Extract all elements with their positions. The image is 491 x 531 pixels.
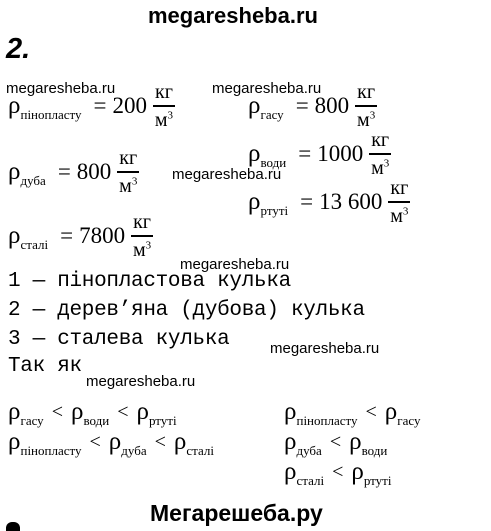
rho-symbol: ρ xyxy=(70,398,84,425)
watermark: megaresheba.ru xyxy=(180,256,290,273)
formula-kerosene xyxy=(248,82,377,130)
unit-numerator: кг xyxy=(119,147,138,169)
unit-numerator: кг xyxy=(357,81,376,103)
relation-densities-solids xyxy=(8,428,214,456)
equals-sign: = xyxy=(298,141,312,166)
watermark: megaresheba.ru xyxy=(172,166,282,183)
subscript: гасу xyxy=(20,413,44,428)
subscript: ртуті xyxy=(260,203,289,218)
subscript: пінопласту xyxy=(20,443,82,458)
unit-numerator: кг xyxy=(390,177,409,199)
relation-foam-kerosene xyxy=(284,398,420,426)
value: 800 xyxy=(76,159,112,184)
unit-denominator: $м^3$ xyxy=(390,205,409,227)
formula-steel xyxy=(8,212,153,260)
subscript: дуба xyxy=(296,443,322,458)
subscript: гасу xyxy=(397,413,421,428)
subscript: сталі xyxy=(296,473,325,488)
formula-mercury xyxy=(248,178,410,226)
rho-symbol: ρ xyxy=(8,428,21,455)
subscript: сталі xyxy=(20,237,49,252)
rho-symbol: ρ xyxy=(284,428,297,455)
subscript: гасу xyxy=(260,107,284,122)
subscript: дуба xyxy=(121,443,147,458)
rho-symbol: ρ xyxy=(8,222,21,249)
rho-symbol: ρ xyxy=(248,140,261,167)
equals-sign: = xyxy=(300,189,314,214)
value: 1000 xyxy=(317,141,364,166)
value: 7800 xyxy=(79,223,126,248)
rho-symbol: ρ xyxy=(248,188,261,215)
since-text: Так як xyxy=(8,355,82,378)
unit-fraction xyxy=(131,212,153,260)
less-than-sign: < xyxy=(332,460,344,483)
rho-symbol: ρ xyxy=(136,398,149,425)
relation-densities-liquids xyxy=(8,398,177,426)
rho-symbol: ρ xyxy=(284,398,297,425)
unit-denominator: $м^3$ xyxy=(154,109,174,131)
subscript: води xyxy=(361,443,388,458)
rho-symbol: ρ xyxy=(248,92,261,119)
equals-sign: = xyxy=(93,93,107,118)
watermark: megaresheba.ru xyxy=(212,80,322,97)
watermark: megaresheba.ru xyxy=(86,373,196,390)
less-than-sign: < xyxy=(365,400,377,423)
rho-symbol: ρ xyxy=(351,458,364,485)
unit-denominator: $м^3$ xyxy=(357,109,376,131)
unit-numerator: кг xyxy=(371,129,390,151)
unit-numerator: кг xyxy=(155,81,173,103)
subscript: ртуті xyxy=(148,413,177,428)
subscript: пінопласту xyxy=(296,413,358,428)
rho-symbol: ρ xyxy=(384,398,398,425)
equals-sign: = xyxy=(295,93,309,118)
relation-steel-mercury xyxy=(284,458,391,486)
less-than-sign: < xyxy=(117,400,129,423)
equals-sign: = xyxy=(60,223,74,248)
subscript: води xyxy=(260,155,287,170)
relation-oak-water xyxy=(284,428,387,456)
cropped-glyph xyxy=(6,522,20,531)
unit-denominator: $м^3$ xyxy=(132,239,152,261)
unit-fraction xyxy=(355,82,377,130)
formula-oak xyxy=(8,148,139,196)
equals-sign: = xyxy=(57,159,71,184)
site-header: megaresheba.ru xyxy=(148,3,318,28)
unit-fraction xyxy=(369,130,391,178)
subscript: сталі xyxy=(186,443,214,458)
less-than-sign: < xyxy=(51,400,63,423)
list-item: 3 — сталева кулька xyxy=(8,328,230,351)
subscript: ртуті xyxy=(363,473,392,488)
site-footer: Мегарешеба.ру xyxy=(150,500,323,526)
value: 13 600 xyxy=(319,189,383,214)
less-than-sign: < xyxy=(154,430,166,453)
unit-fraction xyxy=(117,148,139,196)
less-than-sign: < xyxy=(329,430,342,453)
unit-numerator: кг xyxy=(133,211,151,233)
subscript: дуба xyxy=(20,173,46,188)
rho-symbol: ρ xyxy=(173,428,187,455)
value: 200 xyxy=(112,93,147,118)
unit-fraction xyxy=(388,178,410,226)
rho-symbol: ρ xyxy=(108,428,122,455)
rho-symbol: ρ xyxy=(284,458,297,485)
unit-denominator: $м^3$ xyxy=(371,157,390,179)
rho-symbol: ρ xyxy=(8,92,21,119)
value: 800 xyxy=(314,93,350,118)
list-item: 1 — пінопластова кулька xyxy=(8,270,291,293)
list-item: 2 — дерев’яна (дубова) кулька xyxy=(8,299,365,322)
subscript: пінопласту xyxy=(20,107,82,122)
problem-number: 2. xyxy=(6,33,31,65)
watermark: megaresheba.ru xyxy=(6,80,116,97)
rho-symbol: ρ xyxy=(349,428,362,455)
rho-symbol: ρ xyxy=(8,158,21,185)
formula-water xyxy=(248,130,391,178)
less-than-sign: < xyxy=(89,430,101,453)
formula-foam xyxy=(8,82,175,130)
subscript: води xyxy=(83,413,110,428)
rho-symbol: ρ xyxy=(8,398,21,425)
unit-fraction xyxy=(153,82,175,130)
watermark: megaresheba.ru xyxy=(270,340,380,357)
unit-denominator: $м^3$ xyxy=(119,175,138,197)
